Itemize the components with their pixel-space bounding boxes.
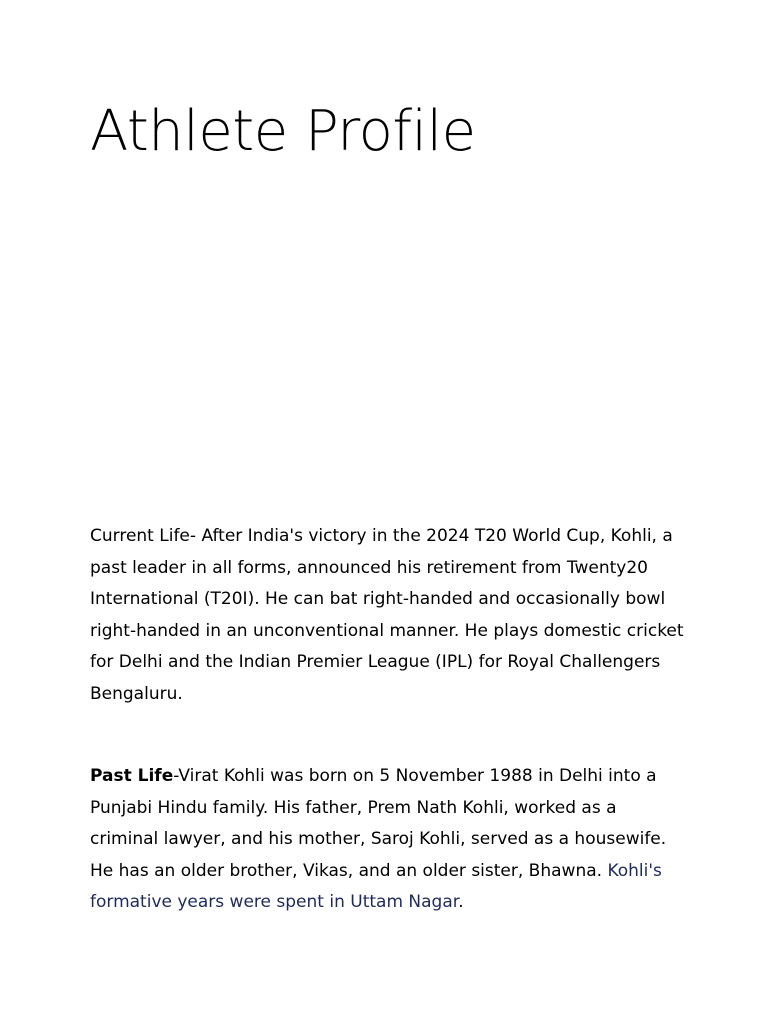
past-life-paragraph — [90, 761, 690, 919]
past-life-end-punct: . — [458, 892, 464, 912]
current-life-text: - After India's victory in the 2024 T20 World Cup, Kohli, a past leader in all forms, announced his retirement from Twenty20 International (T20I). He can bat right-handed and occasionally bowl right-handed in an unconventional manner. He plays domestic cricket for Delhi and the Indian Premier League (IPL) for Royal Challengers Bengaluru. — [90, 526, 684, 704]
uttam-nagar-link[interactable]: Kohli's formative years were spent in Uttam Nagar — [90, 860, 662, 912]
past-life-text: -Virat Kohli was born on 5 November 1988 in Delhi into a Punjabi Hindu family. His father, Prem Nath Kohli, worked as a criminal lawyer, and his mother, Saroj Kohli, served as a housewife. He has an older brother, Vikas, and an older sister, Bhawna. — [90, 766, 667, 881]
past-life-label: Past Life — [90, 766, 174, 786]
current-life-paragraph — [90, 521, 690, 710]
page-title: Athlete Profile — [90, 99, 476, 164]
current-life-label: Current Life — [90, 526, 190, 546]
